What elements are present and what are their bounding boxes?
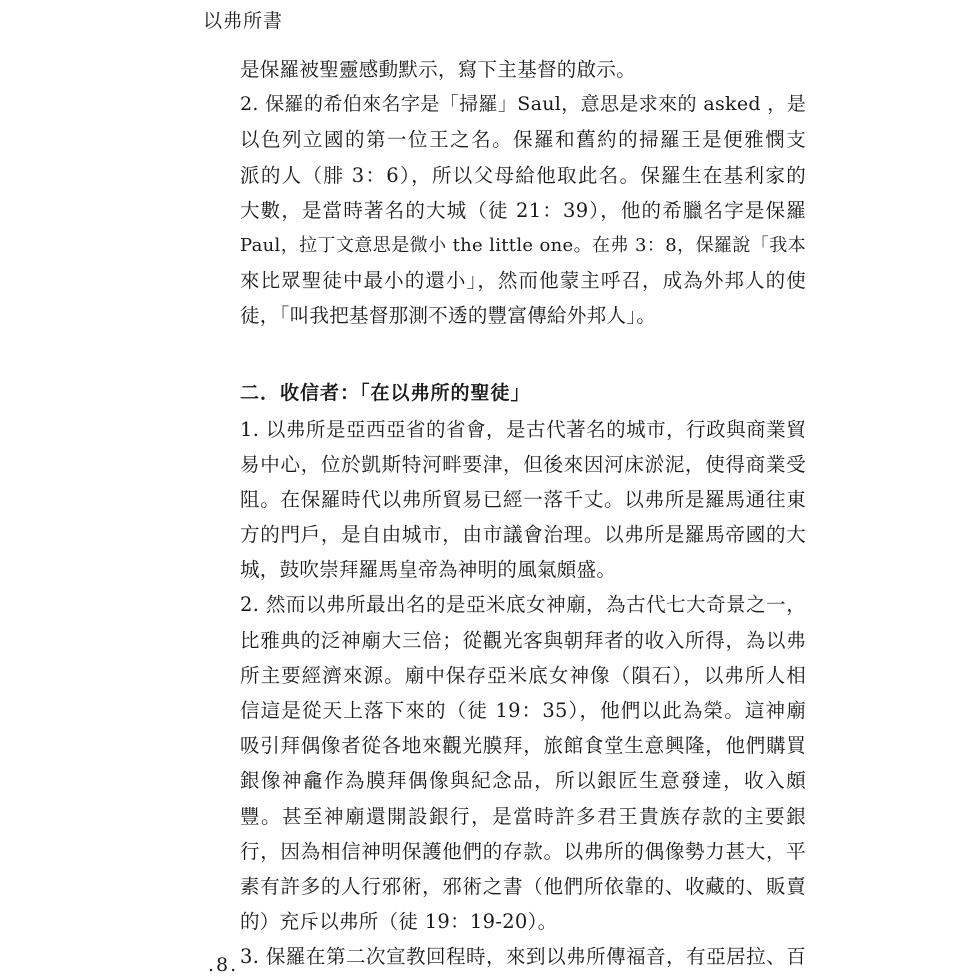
paragraph-line: 大數，是當時著名的大城（徒 21：39），他的希臘名字是保羅 xyxy=(240,198,806,222)
paragraph-line: 銀像神龕作為膜拜偶像與紀念品，所以銀匠生意發達，收入頗 xyxy=(240,769,806,793)
paragraph-line: 2. 保羅的希伯來名字是「掃羅」Saul，意思是求來的 asked ，是 xyxy=(240,93,806,116)
paragraph-line: 的）充斥以弗所（徒 19：19-20）。 xyxy=(240,910,558,934)
paragraph-line: Paul，拉丁文意思是微小 the little one。在弗 3：8，保羅說「我本 xyxy=(240,234,806,256)
section-gap xyxy=(240,334,806,374)
paragraph-line: 方的門戶，是自由城市，由市議會治理。以弗所是羅馬帝國的大 xyxy=(240,523,806,547)
paragraph-line: 豐。甚至神廟還開設銀行，是當時許多君王貴族存款的主要銀 xyxy=(240,804,806,828)
paragraph-line: 阻。在保羅時代以弗所貿易已經一落千丈。以弗所是羅馬通往東 xyxy=(240,487,806,511)
paragraph-line: 城，鼓吹崇拜羅馬皇帝為神明的風氣頗盛。 xyxy=(240,558,617,582)
paragraph-line: 信這是從天上落下來的（徒 19：35），他們以此為榮。這神廟 xyxy=(240,699,806,722)
paragraph-line: 行，因為相信神明保護他們的存款。以弗所的偶像勢力甚大，平 xyxy=(240,839,806,863)
running-head: 以弗所書 xyxy=(203,10,284,32)
paragraph-line: 3. 保羅在第二次宣教回程時，來到以弗所傳福音，有亞居拉、百 xyxy=(240,945,806,969)
section-heading: 二．收信者：「在以弗所的聖徒」 xyxy=(240,381,531,404)
paragraph-line: 2. 然而以弗所最出名的是亞米底女神廟，為古代七大奇景之一， xyxy=(240,593,806,617)
paragraph-line: 易中心，位於凱斯特河畔要津，但後來因河床淤泥，使得商業受 xyxy=(240,452,806,476)
paragraph-line: 素有許多的人行邪術，邪術之書（他們所依靠的、收藏的、販賣 xyxy=(240,874,806,898)
page-number: .8. xyxy=(208,954,239,976)
paragraph-line: 1. 以弗所是亞西亞省的省會，是古代著名的城市，行政與商業貿 xyxy=(240,417,806,441)
page-body xyxy=(240,52,806,975)
paragraph-line: 派的人（腓 3：6），所以父母給他取此名。保羅生在基利家的 xyxy=(240,163,806,187)
paragraph-line: 來比眾聖徒中最小的還小」，然而他蒙主呼召，成為外邦人的使 xyxy=(240,269,806,293)
paragraph-line: 是保羅被聖靈感動默示，寫下主基督的啟示。 xyxy=(240,58,637,81)
paragraph-line: 以色列立國的第一位王之名。保羅和舊約的掃羅王是便雅憫支 xyxy=(240,128,806,152)
paragraph-line: 所主要經濟來源。廟中保存亞米底女神像（隕石），以弗所人相 xyxy=(240,663,806,687)
paragraph-line: 吸引拜偶像者從各地來觀光膜拜，旅館食堂生意興隆，他們購買 xyxy=(240,734,806,758)
paragraph-line: 徒，「叫我把基督那測不透的豐富傳給外邦人」。 xyxy=(240,304,657,328)
paragraph-line: 比雅典的泛神廟大三倍；從觀光客與朝拜者的收入所得，為以弗 xyxy=(240,628,806,652)
